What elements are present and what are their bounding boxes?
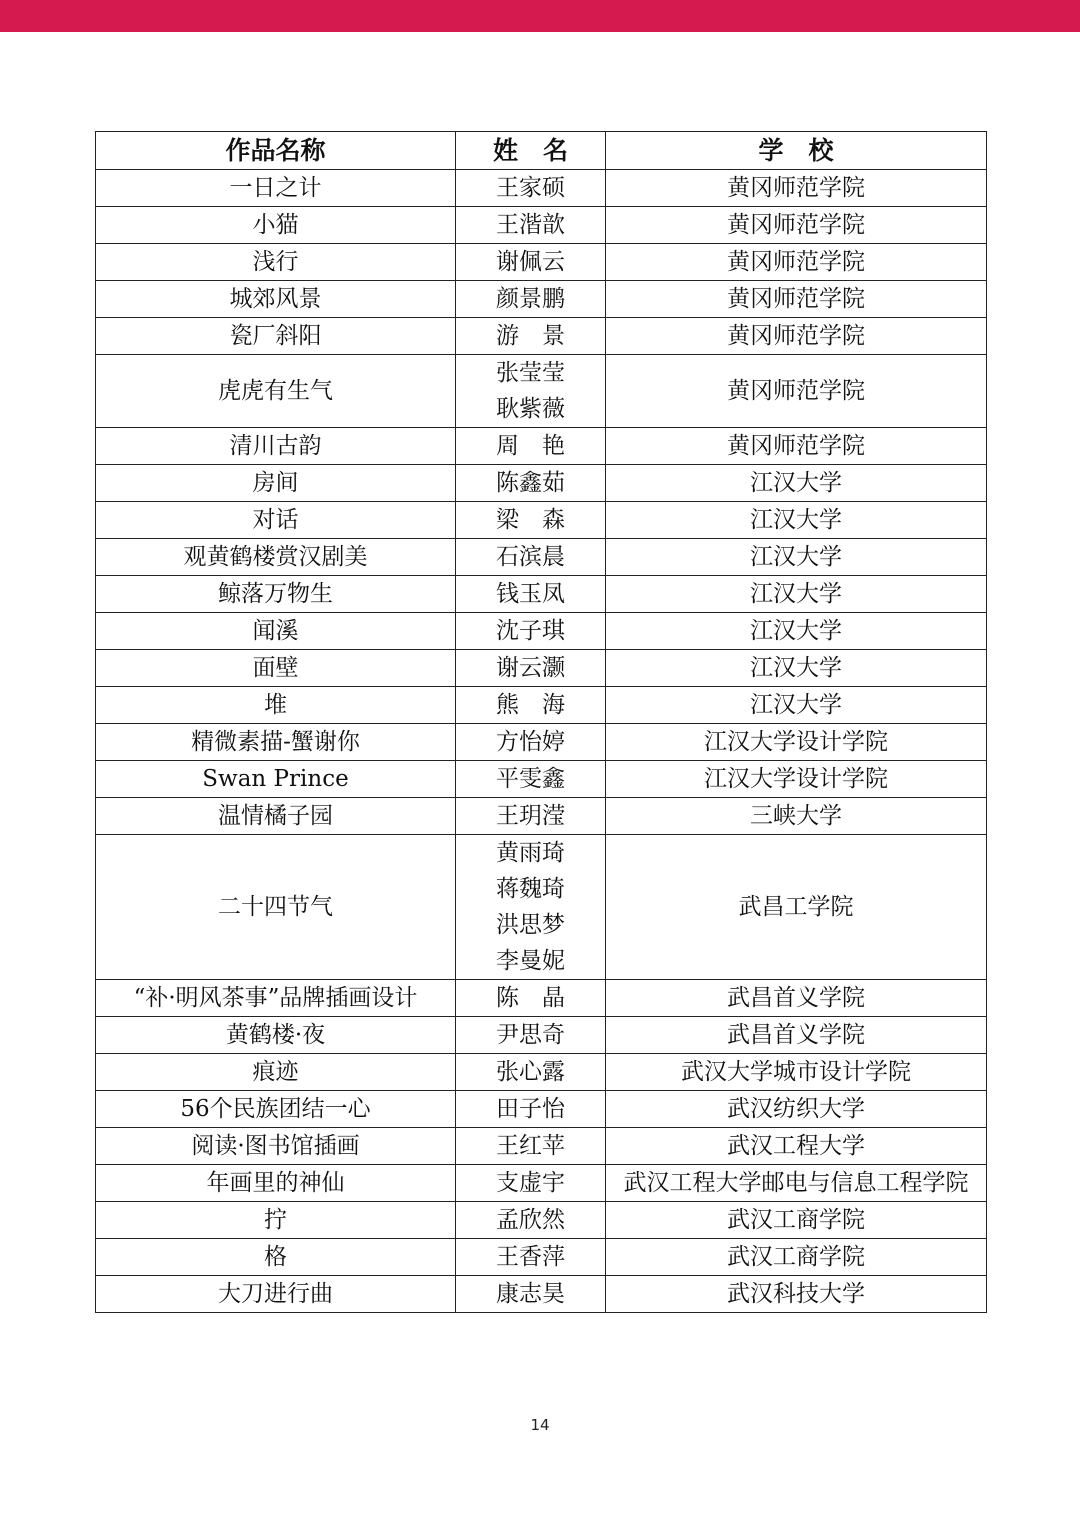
cell-names (456, 798, 606, 835)
person-name: 王红苹 (496, 1133, 565, 1159)
cell-names (456, 687, 606, 724)
cell-names (456, 281, 606, 318)
cell-school: 江汉大学 (606, 539, 987, 576)
cell-work-title: 一日之计 (96, 170, 456, 207)
cell-names (456, 650, 606, 687)
table-row (96, 613, 987, 650)
table-row (96, 650, 987, 687)
table-row (96, 170, 987, 207)
cell-work-title: 56个民族团结一心 (96, 1091, 456, 1128)
person-name: 谢佩云 (496, 249, 565, 275)
header-school: 学 校 (606, 132, 987, 170)
cell-work-title: “补·明风茶事”品牌插画设计 (96, 980, 456, 1017)
table-row (96, 576, 987, 613)
cell-school: 三峡大学 (606, 798, 987, 835)
top-color-bar (0, 0, 1080, 32)
person-name: 耿紫薇 (496, 396, 565, 422)
cell-school: 武汉科技大学 (606, 1276, 987, 1313)
cell-work-title: 痕迹 (96, 1054, 456, 1091)
cell-school: 江汉大学 (606, 576, 987, 613)
cell-work-title: 虎虎有生气 (96, 355, 456, 428)
table-row (96, 798, 987, 835)
table-row (96, 318, 987, 355)
table-row (96, 687, 987, 724)
cell-names (456, 170, 606, 207)
cell-school: 武昌首义学院 (606, 980, 987, 1017)
cell-names (456, 1165, 606, 1202)
cell-school: 武昌首义学院 (606, 1017, 987, 1054)
table-row (96, 1276, 987, 1313)
cell-names (456, 724, 606, 761)
cell-work-title: 对话 (96, 502, 456, 539)
cell-names (456, 539, 606, 576)
cell-school: 武汉工商学院 (606, 1239, 987, 1276)
cell-school: 江汉大学 (606, 687, 987, 724)
cell-names (456, 613, 606, 650)
cell-work-title: 城郊风景 (96, 281, 456, 318)
cell-names (456, 465, 606, 502)
cell-school: 江汉大学 (606, 650, 987, 687)
table-row (96, 1128, 987, 1165)
cell-work-title: 堆 (96, 687, 456, 724)
cell-names (456, 1091, 606, 1128)
cell-names (456, 1202, 606, 1239)
table-row (96, 244, 987, 281)
cell-names (456, 1054, 606, 1091)
table-row (96, 1202, 987, 1239)
cell-school: 武汉大学城市设计学院 (606, 1054, 987, 1091)
person-name: 黄雨琦 (496, 840, 565, 866)
cell-work-title: Swan Prince (96, 761, 456, 798)
table-row (96, 539, 987, 576)
table-row (96, 1091, 987, 1128)
person-name: 康志昊 (496, 1281, 565, 1307)
table-row (96, 502, 987, 539)
table-row (96, 761, 987, 798)
cell-names (456, 244, 606, 281)
cell-names (456, 318, 606, 355)
cell-school: 黄冈师范学院 (606, 244, 987, 281)
person-name: 张莹莹 (496, 360, 565, 386)
cell-school: 黄冈师范学院 (606, 170, 987, 207)
cell-school: 武汉纺织大学 (606, 1091, 987, 1128)
person-name: 孟欣然 (496, 1207, 565, 1233)
cell-names (456, 207, 606, 244)
cell-school: 江汉大学 (606, 502, 987, 539)
cell-work-title: 阅读·图书馆插画 (96, 1128, 456, 1165)
table-row (96, 724, 987, 761)
cell-school: 江汉大学 (606, 613, 987, 650)
person-name: 张心露 (496, 1059, 565, 1085)
cell-names (456, 1128, 606, 1165)
cell-work-title: 闻溪 (96, 613, 456, 650)
cell-names (456, 1276, 606, 1313)
person-name: 熊 海 (496, 692, 565, 718)
cell-school: 黄冈师范学院 (606, 318, 987, 355)
cell-work-title: 二十四节气 (96, 835, 456, 980)
cell-names (456, 761, 606, 798)
cell-work-title: 面壁 (96, 650, 456, 687)
person-name: 田子怡 (496, 1096, 565, 1122)
table-row (96, 980, 987, 1017)
cell-school: 黄冈师范学院 (606, 355, 987, 428)
cell-work-title: 黄鹤楼·夜 (96, 1017, 456, 1054)
cell-names (456, 1017, 606, 1054)
person-name: 游 景 (496, 323, 565, 349)
cell-names (456, 980, 606, 1017)
cell-names (456, 1239, 606, 1276)
cell-names (456, 835, 606, 980)
person-name: 陈 晶 (496, 985, 565, 1011)
person-name: 平雯鑫 (496, 766, 565, 792)
cell-work-title: 瓷厂斜阳 (96, 318, 456, 355)
person-name: 石滨晨 (496, 544, 565, 570)
table-row (96, 281, 987, 318)
cell-work-title: 温情橘子园 (96, 798, 456, 835)
person-name: 颜景鹏 (496, 286, 565, 312)
cell-school: 江汉大学 (606, 465, 987, 502)
cell-school: 黄冈师范学院 (606, 281, 987, 318)
cell-school: 武汉工程大学邮电与信息工程学院 (606, 1165, 987, 1202)
person-name: 周 艳 (496, 433, 565, 459)
table-header (96, 132, 987, 170)
header-row (96, 132, 987, 170)
person-name: 王湝歆 (496, 212, 565, 238)
table-row (96, 835, 987, 980)
table-row (96, 207, 987, 244)
person-name: 方怡婷 (496, 729, 565, 755)
person-name: 蒋魏琦 (496, 876, 565, 902)
cell-work-title: 鲸落万物生 (96, 576, 456, 613)
cell-work-title: 格 (96, 1239, 456, 1276)
table-row (96, 1017, 987, 1054)
cell-work-title: 大刀进行曲 (96, 1276, 456, 1313)
cell-work-title: 观黄鹤楼赏汉剧美 (96, 539, 456, 576)
person-name: 尹思奇 (496, 1022, 565, 1048)
table-row (96, 355, 987, 428)
person-name: 陈鑫茹 (496, 470, 565, 496)
cell-work-title: 精微素描-蟹谢你 (96, 724, 456, 761)
person-name: 洪思梦 (496, 912, 565, 938)
cell-names (456, 576, 606, 613)
table-body (96, 170, 987, 1313)
person-name: 沈子琪 (496, 618, 565, 644)
person-name: 钱玉凤 (496, 581, 565, 607)
cell-work-title: 房间 (96, 465, 456, 502)
person-name: 王玥滢 (496, 803, 565, 829)
table-row (96, 1054, 987, 1091)
cell-school: 武汉工商学院 (606, 1202, 987, 1239)
cell-work-title: 浅行 (96, 244, 456, 281)
cell-work-title: 清川古韵 (96, 428, 456, 465)
header-name: 姓 名 (456, 132, 606, 170)
cell-work-title: 年画里的神仙 (96, 1165, 456, 1202)
header-work-title: 作品名称 (96, 132, 456, 170)
cell-school: 黄冈师范学院 (606, 207, 987, 244)
person-name: 王香萍 (496, 1244, 565, 1270)
person-name: 李曼妮 (496, 948, 565, 974)
cell-school: 江汉大学设计学院 (606, 761, 987, 798)
table-row (96, 1239, 987, 1276)
table-row (96, 465, 987, 502)
cell-school: 武汉工程大学 (606, 1128, 987, 1165)
person-name: 王家硕 (496, 175, 565, 201)
table-row (96, 428, 987, 465)
page-number: 14 (530, 1416, 550, 1434)
cell-names (456, 502, 606, 539)
person-name: 支虚宇 (496, 1170, 565, 1196)
cell-school: 黄冈师范学院 (606, 428, 987, 465)
cell-work-title: 拧 (96, 1202, 456, 1239)
cell-names (456, 355, 606, 428)
cell-school: 武昌工学院 (606, 835, 987, 980)
person-name: 谢云灏 (496, 655, 565, 681)
table-row (96, 1165, 987, 1202)
person-name: 梁 森 (496, 507, 565, 533)
award-table (95, 131, 987, 1313)
cell-names (456, 428, 606, 465)
cell-school: 江汉大学设计学院 (606, 724, 987, 761)
cell-work-title: 小猫 (96, 207, 456, 244)
